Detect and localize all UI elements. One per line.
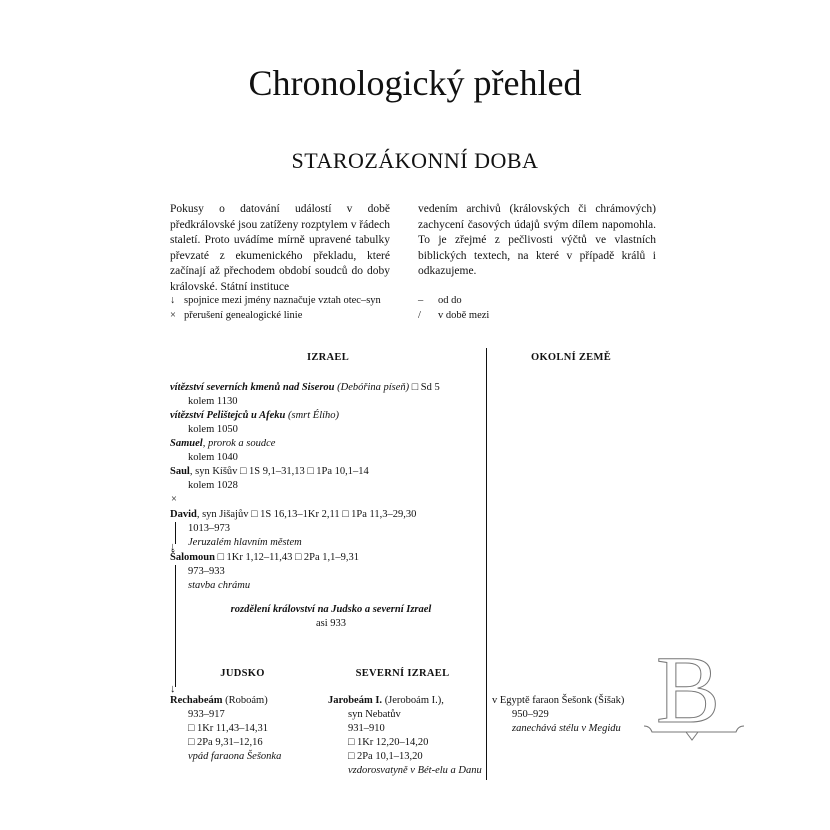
legend-item-between xyxy=(418,309,489,323)
person-samuel-date: kolem 1040 xyxy=(188,452,238,463)
king-solomon-date: 973–933 xyxy=(188,566,225,577)
king-rehoboam: Rechabeám (Roboám) xyxy=(170,695,268,706)
person-samuel: Samuel, prorok a soudce xyxy=(170,438,276,449)
pharaoh-shoshenq: v Egyptě faraon Šešonk (Šíšak) xyxy=(492,695,625,706)
legend-text: v době mezi xyxy=(438,310,490,321)
intro-paragraph-left: Pokusy o datování událostí v době předkrálovské jsou zatíženy rozptylem v řádech staletí. Proto uvádíme mírně upravené tabulky převzaté z ekumenického překladu, které začínají až přechodem období soudců do doby královské. Státní instituce xyxy=(170,203,391,293)
pharaoh-shoshenq-note: zanechává stélu v Megidu xyxy=(512,723,621,734)
king-solomon-note: stavba chrámu xyxy=(188,580,251,591)
event-afek: vítězství Pelištejců u Afeku (smrt Élího) xyxy=(170,410,340,421)
pharaoh-shoshenq-date: 950–929 xyxy=(512,709,549,720)
down-arrow-icon: ↓ xyxy=(170,541,176,553)
column-divider xyxy=(486,348,487,780)
king-jeroboam-note: vzdorosvatyně v Bét-elu a Danu xyxy=(348,765,482,776)
section-title: STAROZÁKONNÍ DOBA xyxy=(291,148,539,173)
king-rehoboam-note: vpád faraona Šešonka xyxy=(188,751,282,762)
king-jeroboam: Jarobeám I. (Jeroboám I.), xyxy=(328,695,444,706)
legend-text: spojnice mezi jmény naznačuje vztah otec–syn xyxy=(184,295,381,306)
king-solomon: Šalomoun □ 1Kr 1,12–11,43 □ 2Pa 1,1–9,31 xyxy=(170,552,360,563)
king-rehoboam-date: 933–917 xyxy=(188,709,225,720)
legend-item-range xyxy=(418,294,462,308)
event-sisera-date: kolem 1130 xyxy=(188,396,238,407)
kingdom-split-date: asi 933 xyxy=(315,618,347,629)
legend-item-break xyxy=(170,309,302,323)
event-sisera: vítězství severních kmenů nad Siserou (Debóřina píseň) □ Sd 5 xyxy=(170,382,440,393)
down-arrow-icon: ↓ xyxy=(170,295,176,306)
king-david-note: Jeruzalém hlavním městem xyxy=(188,537,302,548)
slash-symbol: / xyxy=(418,310,421,321)
page-title: Chronologický přehled xyxy=(248,63,582,103)
king-david: David, syn Jišajův □ 1S 16,13–1Kr 2,11 □ 1Pa 11,3–29,30 xyxy=(170,509,417,520)
legend-text: přerušení genealogické linie xyxy=(184,310,303,321)
king-jeroboam-date: 931–910 xyxy=(348,723,385,734)
king-rehoboam-ref: □ 2Pa 9,31–12,16 xyxy=(188,737,263,748)
column-heading-judah: JUDSKO xyxy=(220,668,265,679)
column-heading-israel: IZRAEL xyxy=(306,352,350,363)
dash-symbol: – xyxy=(418,295,424,306)
down-arrow-icon: ↓ xyxy=(170,683,176,695)
svg-text:B: B xyxy=(655,640,721,743)
legend-item-father-son xyxy=(170,294,381,308)
intro-paragraph-right: vedením archivů (královských či chrámových) zachycení časových údajů svým dílem napomohla. To je zřejmé z pečlivosti výčtů ve vlastních biblických textech, na které v případě králů i odkazujeme. xyxy=(418,203,656,277)
column-heading-neighbors: OKOLNÍ ZEMĚ xyxy=(530,352,612,363)
king-saul: Saul, syn Kíšův □ 1S 9,1–31,13 □ 1Pa 10,1–14 xyxy=(170,466,369,477)
king-rehoboam-ref: □ 1Kr 11,43–14,31 xyxy=(188,723,269,734)
king-jeroboam-ref: □ 2Pa 10,1–13,20 xyxy=(348,751,423,762)
king-david-date: 1013–973 xyxy=(188,523,230,534)
king-saul-date: kolem 1028 xyxy=(188,480,238,491)
column-heading-north: SEVERNÍ IZRAEL xyxy=(355,668,450,679)
king-jeroboam-ref: □ 1Kr 12,20–14,20 xyxy=(348,737,429,748)
king-jeroboam-son: syn Nebatův xyxy=(348,709,401,720)
publisher-logo xyxy=(640,640,750,750)
event-afek-date: kolem 1050 xyxy=(188,424,238,435)
legend-text: od do xyxy=(438,295,462,306)
lineage-break-icon: × xyxy=(171,494,177,505)
cross-icon: × xyxy=(170,310,176,321)
kingdom-split: rozdělení království na Judsko a severní Izrael xyxy=(230,604,432,615)
